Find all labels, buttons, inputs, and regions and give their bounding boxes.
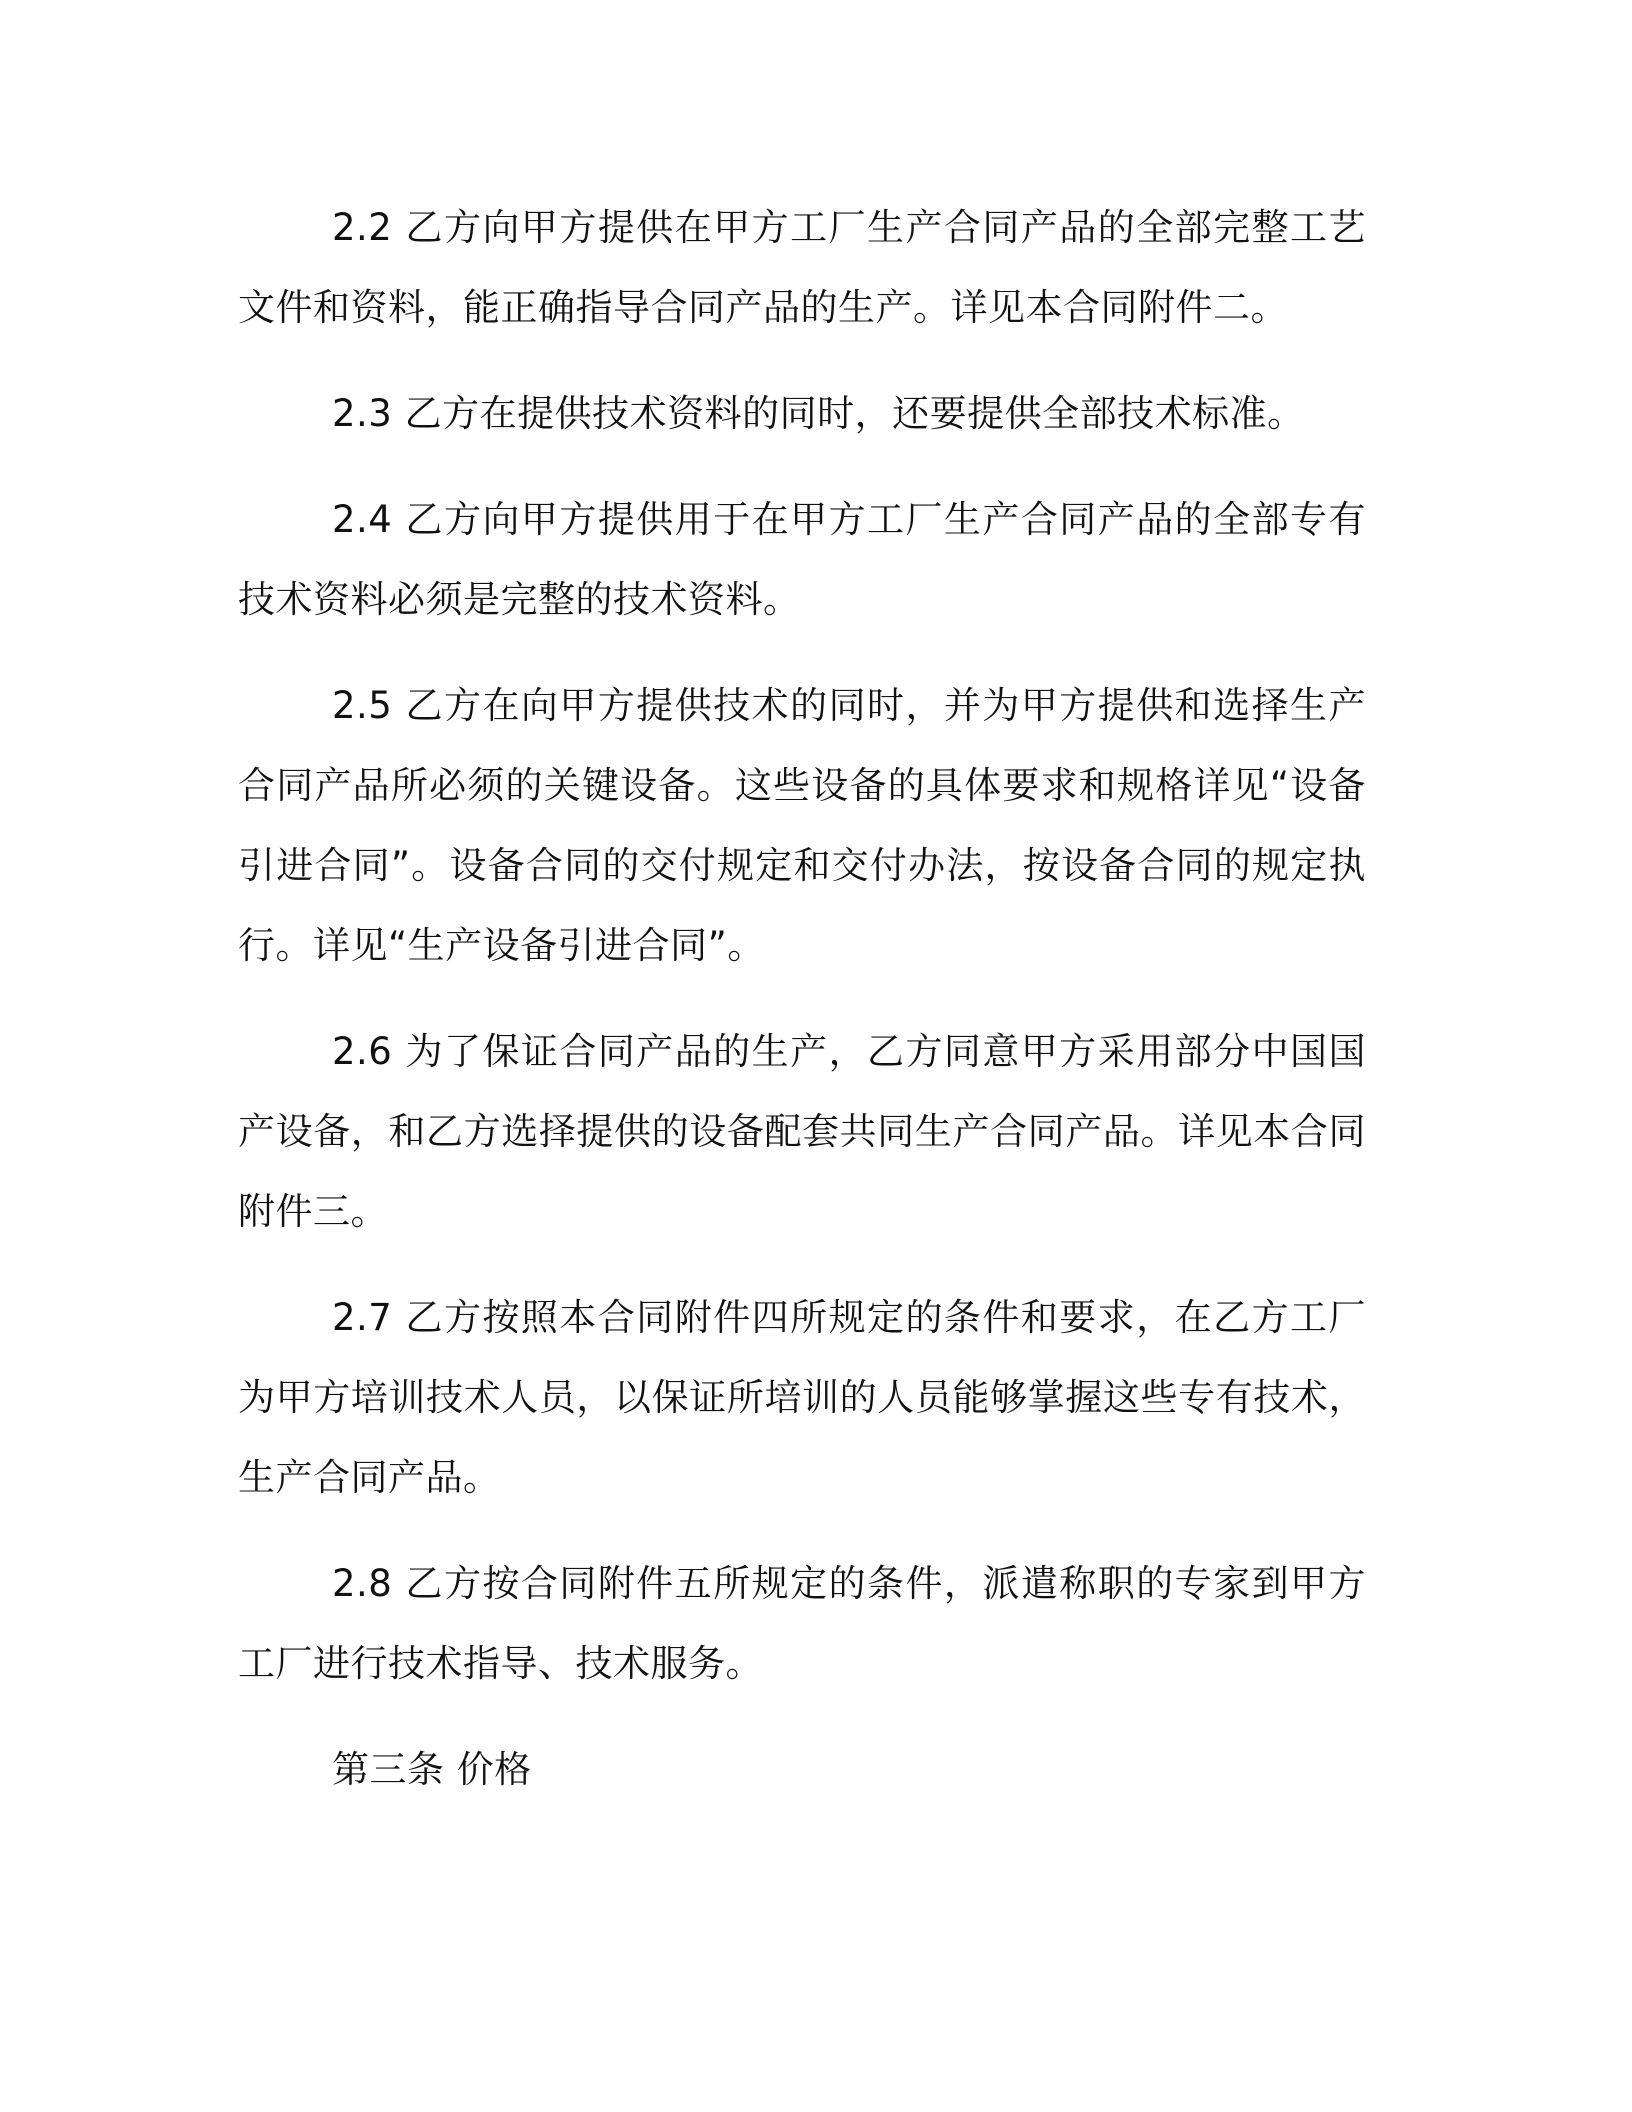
clause-2-6: 2.6 为了保证合同产品的生产，乙方同意甲方采用部分中国国产设备，和乙方选择提供的设备配套共同生产合同产品。详见本合同附件三。 [238, 1030, 1366, 1233]
clause-2-2: 2.2 乙方向甲方提供在甲方工厂生产合同产品的全部完整工艺文件和资料，能正确指导合同产品的生产。详见本合同附件二。 [238, 206, 1366, 329]
clause-2-3: 2.3 乙方在提供技术资料的同时，还要提供全部技术标准。 [332, 392, 1305, 435]
clause-2-5: 2.5 乙方在向甲方提供技术的同时，并为甲方提供和选择生产合同产品所必须的关键设备。这些设备的具体要求和规格详见“设备引进合同”。设备合同的交付规定和交付办法，按设备合同的规定执行。详见“生产设备引进合同”。 [238, 684, 1366, 967]
section-heading-article-3: 第三条 价格 [332, 1748, 532, 1791]
clause-2-7: 2.7 乙方按照本合同附件四所规定的条件和要求，在乙方工厂为甲方培训技术人员，以保证所培训的人员能够掌握这些专有技术，生产合同产品。 [238, 1296, 1366, 1499]
clause-2-4: 2.4 乙方向甲方提供用于在甲方工厂生产合同产品的全部专有技术资料必须是完整的技术资料。 [238, 498, 1366, 621]
clause-2-8: 2.8 乙方按合同附件五所规定的条件，派遣称职的专家到甲方工厂进行技术指导、技术服务。 [238, 1562, 1366, 1685]
document-body [238, 188, 1366, 1810]
